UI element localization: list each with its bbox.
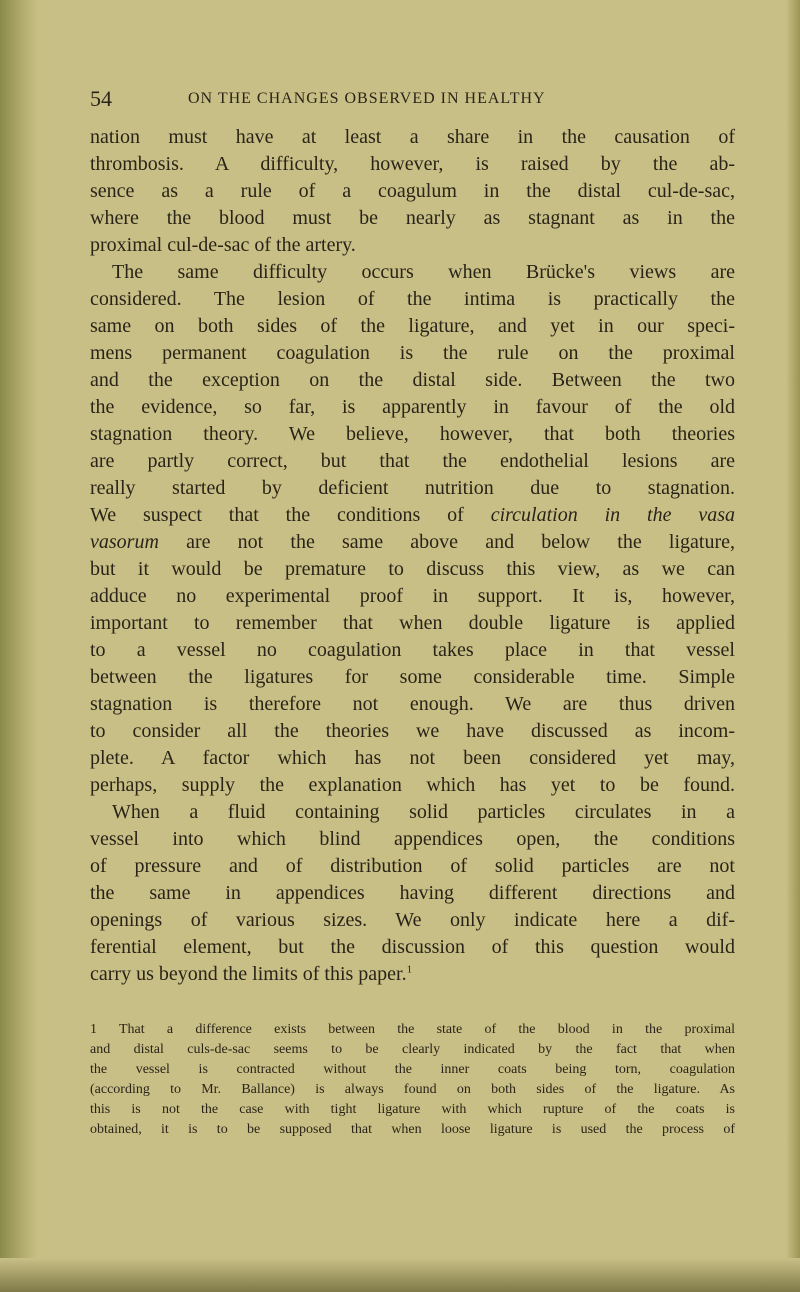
text-line: stagnation is therefore not enough. We are thus driven <box>90 693 735 715</box>
text-line: vessel into which blind appendices open, the conditions <box>90 828 735 850</box>
text-line: of pressure and of distribution of solid particles are not <box>90 855 735 877</box>
page-number: 54 <box>90 86 112 111</box>
text-line: the same in appendices having different directions and <box>90 882 735 904</box>
text-line: stagnation theory. We believe, however, that both theories <box>90 423 735 445</box>
body-text <box>90 124 735 988</box>
text-line: plete. A factor which has not been considered yet may, <box>90 747 735 769</box>
page-header <box>90 86 730 116</box>
text-line: to a vessel no coagulation takes place in that vessel <box>90 639 735 661</box>
text-line: where the blood must be nearly as stagnant as in the <box>90 207 735 229</box>
text-line: ferential element, but the discussion of this question would <box>90 936 735 958</box>
text-line: considered. The lesion of the intima is practically the <box>90 288 735 310</box>
page-edge <box>786 0 800 1292</box>
running-title: ON THE CHANGES OBSERVED IN HEALTHY <box>188 90 546 107</box>
text-line: openings of various sizes. We only indicate here a dif- <box>90 909 735 931</box>
text-line: important to remember that when double ligature is applied <box>90 612 735 634</box>
footnote-line: the vessel is contracted without the inner coats being torn, coagulation <box>90 1062 735 1077</box>
page-bottom-edge <box>0 1258 800 1292</box>
text-line: adduce no experimental proof in support. It is, however, <box>90 585 735 607</box>
footnote-marker: 1 <box>406 963 413 976</box>
text-line: perhaps, supply the explanation which has yet to be found. <box>90 774 735 796</box>
text-line: When a fluid containing solid particles circulates in a <box>112 801 735 823</box>
text-span: carry us beyond the limits of this paper. <box>90 963 407 985</box>
text-span: We suspect that the conditions of <box>90 504 491 526</box>
footnote-line: this is not the case with tight ligature with which rupture of the coats is <box>90 1102 735 1117</box>
footnote-line: 1 That a difference exists between the state of the blood in the proximal <box>90 1022 735 1037</box>
text-line: to consider all the theories we have discussed as incom- <box>90 720 735 742</box>
text-line: thrombosis. A difficulty, however, is raised by the ab- <box>90 153 735 175</box>
text-line <box>90 502 735 529</box>
text-line: same on both sides of the ligature, and yet in our speci- <box>90 315 735 337</box>
text-line: nation must have at least a share in the causation of <box>90 126 735 148</box>
text-line: sence as a rule of a coagulum in the distal cul-de-sac, <box>90 180 735 202</box>
text-line: really started by deficient nutrition due to stagnation. <box>90 477 735 499</box>
text-line <box>90 529 735 556</box>
text-line: and the exception on the distal side. Between the two <box>90 369 735 391</box>
footnote-line: (according to Mr. Ballance) is always found on both sides of the ligature. As <box>90 1082 735 1097</box>
text-line: the evidence, so far, is apparently in favour of the old <box>90 396 735 418</box>
text-line: mens permanent coagulation is the rule on the proximal <box>90 342 735 364</box>
text-line: but it would be premature to discuss this view, as we can <box>90 558 735 580</box>
text-line: are partly correct, but that the endothelial lesions are <box>90 450 735 472</box>
book-binding-edge <box>0 0 38 1292</box>
italic-text: vasorum <box>90 531 159 553</box>
footnote-line: obtained, it is to be supposed that when loose ligature is used the process of <box>90 1122 735 1137</box>
footnote-line: and distal culs-de-sac seems to be clearly indicated by the fact that when <box>90 1042 735 1057</box>
footnote <box>90 1020 735 1140</box>
text-span: are not the same above and below the ligature, <box>158 531 735 553</box>
text-line: proximal cul-de-sac of the artery. <box>90 234 356 256</box>
text-line: between the ligatures for some considerable time. Simple <box>90 666 735 688</box>
text-line: The same difficulty occurs when Brücke's views are <box>112 261 735 283</box>
text-line <box>90 961 735 988</box>
italic-text: circulation in the vasa <box>490 504 735 526</box>
